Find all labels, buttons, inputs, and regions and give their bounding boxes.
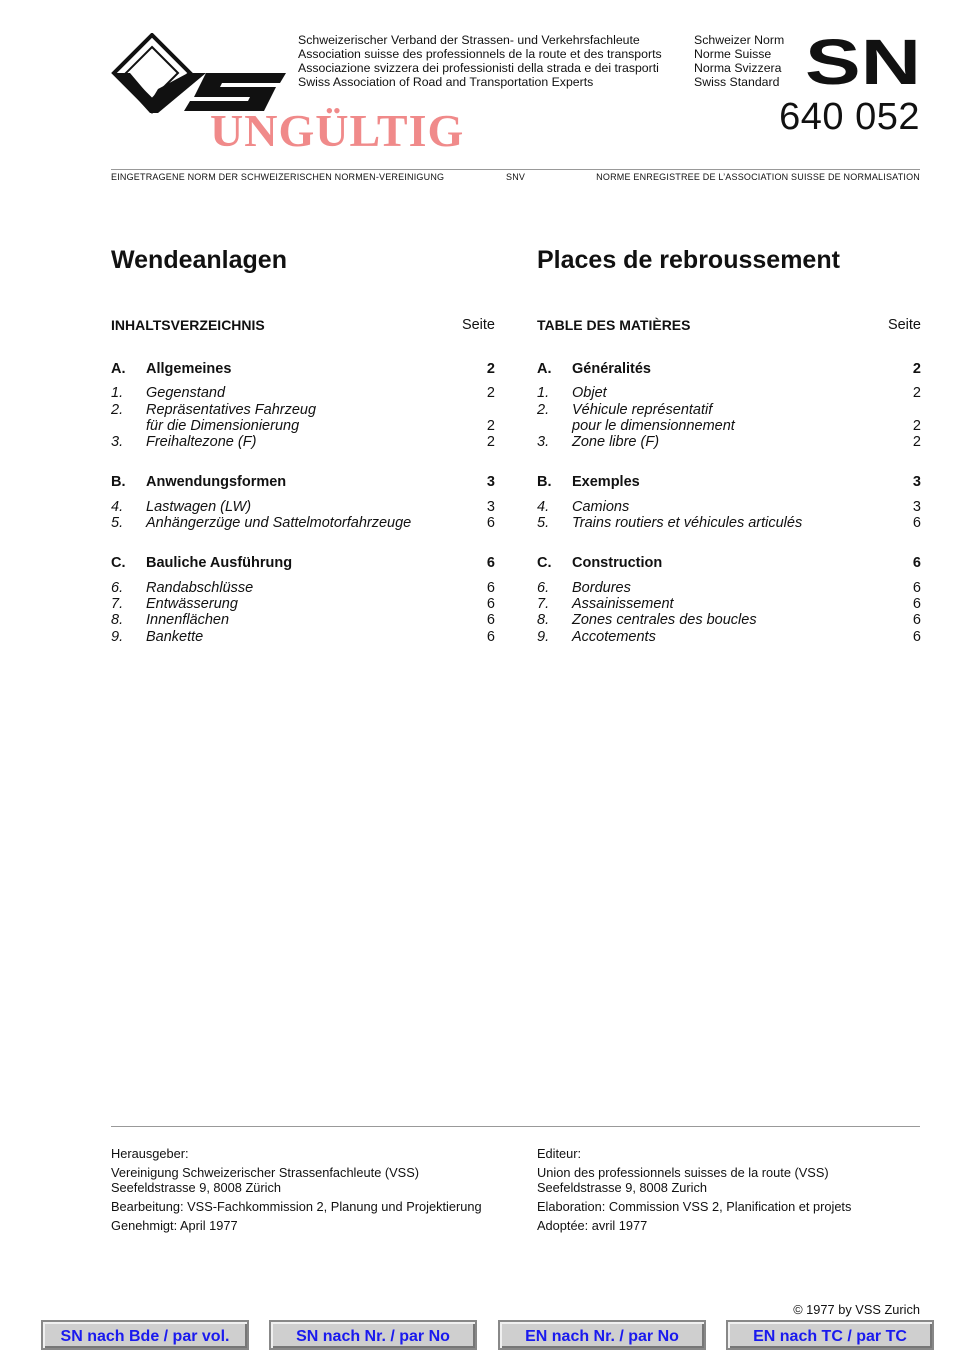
nav-sn-by-volume-button[interactable]: SN nach Bde / par vol. (41, 1320, 249, 1350)
title-de: Wendeanlagen (111, 246, 287, 274)
toc-gap (537, 572, 921, 580)
page-label: Seite (887, 317, 921, 333)
title-fr: Places de rebroussement (537, 246, 840, 274)
item-page: 6 (486, 612, 495, 629)
item-page: 2 (486, 385, 495, 402)
footer-rule (111, 1126, 920, 1127)
section-page: 6 (912, 555, 921, 572)
toc-item (537, 385, 921, 401)
item-number: 3. (537, 434, 550, 451)
item-page: 2 (912, 385, 921, 402)
publisher-label: Herausgeber: (111, 1146, 189, 1161)
section-letter: B. (537, 474, 552, 491)
toc-gap (537, 531, 921, 555)
section-title: Allgemeines (146, 361, 232, 377)
section-page: 3 (486, 474, 495, 491)
invalid-stamp: UNGÜLTIG (210, 105, 465, 156)
toc-item (537, 596, 921, 612)
item-title: Gegenstand (146, 385, 226, 402)
toc-section (111, 361, 495, 377)
toc-gap (111, 337, 495, 361)
toc-gap (537, 450, 921, 474)
publisher-address: Seefeldstrasse 9, 8008 Zürich (111, 1180, 282, 1195)
standard-line-it: Norma Svizzera (694, 61, 782, 75)
standard-line-en: Swiss Standard (694, 75, 780, 89)
item-number: 1. (537, 385, 550, 402)
section-title: Bauliche Ausführung (146, 555, 293, 572)
standard-line-fr: Norme Suisse (694, 47, 772, 61)
nav-en-by-number-button[interactable]: EN nach Nr. / par No (498, 1320, 706, 1350)
item-title: für die Dimensionierung (146, 417, 300, 434)
item-number: 2. (111, 401, 124, 418)
toc-section (537, 555, 921, 571)
item-title: pour le dimensionnement (572, 417, 735, 434)
publisher-org: Vereinigung Schweizerischer Strassenfachleute (VSS) (111, 1165, 419, 1180)
item-page: 3 (486, 498, 495, 515)
publisher-label: Editeur: (537, 1146, 582, 1161)
item-title: Freihaltezone (F) (146, 434, 257, 451)
item-page: 6 (912, 515, 921, 532)
editing-note: Elaboration: Commission VSS 2, Planification et projets (537, 1199, 852, 1214)
toc-gap (111, 491, 495, 499)
toc-gap (537, 377, 921, 385)
organisation-names (298, 33, 662, 89)
item-title: Camions (572, 498, 630, 515)
toc-de (111, 317, 495, 645)
item-number: 2. (537, 401, 550, 418)
publisher-address: Seefeldstrasse 9, 8008 Zurich (537, 1180, 708, 1195)
item-number: 4. (111, 498, 124, 515)
item-title: Trains routiers et véhicules articulés (572, 515, 803, 532)
item-title: Accotements (572, 628, 656, 645)
nav-en-by-tc-button[interactable]: EN nach TC / par TC (726, 1320, 934, 1350)
item-title: Assainissement (572, 595, 674, 612)
toc-section (111, 555, 495, 571)
item-page (901, 402, 921, 418)
toc-gap (537, 337, 921, 361)
item-number: 8. (111, 612, 124, 629)
toc-item (537, 418, 921, 434)
sn-logo (805, 36, 921, 93)
toc-item (111, 499, 495, 515)
section-letter: A. (111, 361, 126, 377)
registration-snv: SNV (506, 172, 526, 182)
section-letter: C. (111, 555, 126, 572)
toc-item (111, 596, 495, 612)
toc-item (111, 385, 495, 401)
item-number: 7. (111, 595, 124, 612)
sn-logo-text: SN (805, 36, 921, 88)
item-number: 6. (111, 579, 124, 596)
page-label: Seite (461, 317, 495, 333)
toc-item (111, 580, 495, 596)
toc-item (111, 402, 495, 418)
item-page: 6 (486, 595, 495, 612)
item-title: Randabschlüsse (146, 579, 254, 596)
editing-note: Bearbeitung: VSS-Fachkommission 2, Planung und Projektierung (111, 1199, 482, 1214)
item-number: 5. (537, 515, 550, 532)
item-page: 6 (486, 515, 495, 532)
toc-item (537, 612, 921, 628)
toc-gap (111, 572, 495, 580)
publisher-de (111, 1146, 482, 1237)
toc-fr (537, 317, 921, 645)
item-title: Zones centrales des boucles (572, 612, 757, 629)
item-page: 6 (486, 579, 495, 596)
item-page: 6 (912, 579, 921, 596)
item-title: Innenflächen (146, 612, 230, 629)
toc-header (111, 317, 495, 337)
toc-item (537, 580, 921, 596)
item-number: 3. (111, 434, 124, 451)
toc-header (537, 317, 921, 337)
publisher-fr (537, 1146, 851, 1237)
section-title: Anwendungsformen (146, 474, 287, 491)
item-number (111, 418, 146, 434)
section-page: 6 (486, 555, 495, 572)
registration-fr: NORME ENREGISTREE DE L’ASSOCIATION SUISSE DE NORMALISATION (596, 172, 920, 182)
toc-item (111, 612, 495, 628)
org-line-en: Swiss Association of Road and Transportation Experts (298, 75, 594, 89)
toc-section (537, 361, 921, 377)
toc-section (537, 474, 921, 490)
item-number (537, 418, 572, 434)
org-line-de: Schweizerischer Verband der Strassen- und Verkehrsfachleute (298, 33, 640, 47)
toc-title: TABLE DES MATIÈRES (537, 317, 691, 333)
toc-gap (111, 450, 495, 474)
item-title: Zone libre (F) (572, 434, 660, 451)
approval-date: Genehmigt: April 1977 (111, 1218, 238, 1233)
item-number: 9. (537, 628, 550, 645)
item-title: Bordures (572, 579, 631, 596)
org-line-fr: Association suisse des professionnels de la route et des transports (298, 47, 662, 61)
item-page (475, 402, 495, 418)
item-page: 6 (912, 595, 921, 612)
norm-number: 640 052 (779, 96, 920, 138)
toc-item (537, 629, 921, 645)
section-letter: B. (111, 474, 126, 491)
section-page: 2 (912, 361, 921, 377)
toc-section (111, 474, 495, 490)
item-number: 7. (537, 595, 550, 612)
item-title: Véhicule représentatif (572, 401, 713, 418)
nav-sn-by-number-button[interactable]: SN nach Nr. / par No (269, 1320, 477, 1350)
toc-item (111, 629, 495, 645)
toc-item (537, 402, 921, 418)
section-letter: A. (537, 361, 552, 377)
publisher-org: Union des professionnels suisses de la route (VSS) (537, 1165, 829, 1180)
toc-item (537, 515, 921, 531)
item-page: 6 (486, 628, 495, 645)
header-rule (111, 169, 920, 170)
item-title: Anhängerzüge und Sattelmotorfahrzeuge (146, 515, 412, 532)
item-title: Objet (572, 385, 607, 402)
item-number: 5. (111, 515, 124, 532)
toc-title: INHALTSVERZEICHNIS (111, 317, 265, 333)
section-page: 3 (912, 474, 921, 491)
section-letter: C. (537, 555, 552, 572)
item-number: 1. (111, 385, 124, 402)
item-title: Bankette (146, 628, 204, 645)
toc-gap (111, 377, 495, 385)
copyright: © 1977 by VSS Zurich (793, 1302, 920, 1317)
standard-names (694, 33, 784, 89)
item-number: 6. (537, 579, 550, 596)
toc-item (537, 434, 921, 450)
standard-line-de: Schweizer Norm (694, 33, 785, 47)
item-page: 6 (912, 612, 921, 629)
toc-gap (111, 531, 495, 555)
toc-item (111, 515, 495, 531)
registration-de: EINGETRAGENE NORM DER SCHWEIZERISCHEN NORMEN-VEREINIGUNG (111, 172, 445, 182)
toc-item (111, 418, 495, 434)
section-title: Généralités (572, 361, 651, 377)
item-number: 4. (537, 498, 550, 515)
org-line-it: Associazione svizzera dei professionisti della strada e dei trasporti (298, 61, 659, 75)
item-title: Lastwagen (LW) (146, 498, 252, 515)
item-page: 6 (912, 628, 921, 645)
toc-item (537, 499, 921, 515)
item-page: 2 (912, 417, 921, 434)
section-page: 2 (486, 361, 495, 377)
item-title: Repräsentatives Fahrzeug (146, 401, 317, 418)
item-page: 2 (486, 417, 495, 434)
section-title: Construction (572, 555, 663, 572)
item-page: 2 (486, 434, 495, 451)
toc-gap (537, 491, 921, 499)
item-page: 2 (912, 434, 921, 451)
section-title: Exemples (572, 474, 640, 491)
item-page: 3 (912, 498, 921, 515)
item-number: 9. (111, 628, 124, 645)
toc-item (111, 434, 495, 450)
item-title: Entwässerung (146, 595, 238, 612)
approval-date: Adoptée: avril 1977 (537, 1218, 648, 1233)
item-number: 8. (537, 612, 550, 629)
